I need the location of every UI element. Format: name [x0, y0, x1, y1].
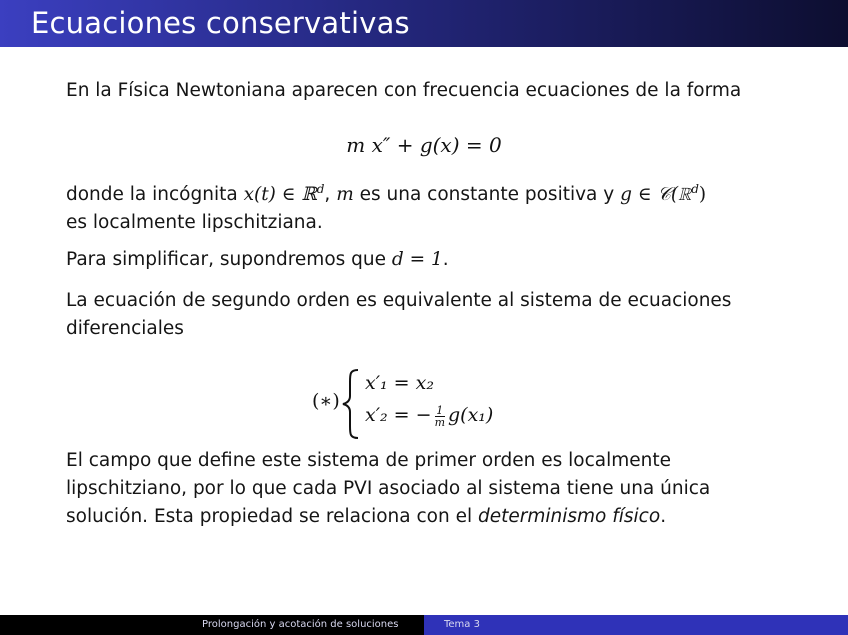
paragraph-definitions-text-a: donde la incógnita — [66, 184, 244, 206]
math-x-of-t: x(t) ∈ ℝ — [243, 184, 317, 206]
paragraph-simplify — [66, 246, 786, 274]
slide-title: Ecuaciones conservativas — [31, 6, 410, 40]
slide-title-bar — [0, 0, 848, 47]
fraction-denominator: m — [434, 415, 446, 429]
math-close-paren: ) — [698, 184, 707, 206]
emphasis-determinismo: determinismo físico — [478, 506, 661, 527]
paragraph-determinism-text-a: El campo que define este sistema de primer orden es localmente lipschitziano, por lo que cada PVI asociado al sistema tiene una única solución. Esta propiedad se relaciona con el — [66, 450, 711, 527]
footer-left-panel — [0, 615, 424, 635]
equation-system — [312, 368, 552, 440]
system-line-2-lhs: x′₂ = − — [365, 404, 432, 426]
system-label: (∗) — [312, 390, 340, 412]
paragraph-determinism — [66, 447, 766, 531]
math-superscript-d: d — [316, 182, 325, 196]
math-superscript-d-2: d — [691, 182, 699, 196]
paragraph-intro: En la Física Newtoniana aparecen con frecuencia ecuaciones de la forma — [66, 80, 742, 101]
paragraph-simplify-text-a: Para simplificar, supondremos que — [66, 249, 392, 270]
system-line-1: x′₁ = x₂ — [365, 372, 434, 394]
paragraph-simplify-text-b: . — [442, 249, 449, 270]
paragraph-definitions-line2: es localmente lipschitziana. — [66, 212, 323, 234]
footer-right-panel — [424, 615, 848, 635]
system-line-2-rhs: g(x₁) — [448, 404, 494, 426]
system-fraction — [435, 405, 445, 428]
paragraph-definitions — [66, 175, 786, 237]
paragraph-determinism-text-b: . — [660, 506, 667, 527]
slide-footer — [0, 615, 848, 635]
left-brace-icon — [340, 368, 362, 440]
math-d-equals-1: d = 1 — [391, 249, 443, 270]
math-m: m — [336, 184, 354, 206]
equation-newton — [0, 133, 848, 157]
footer-section-title: Prolongación y acotación de soluciones — [202, 619, 399, 630]
paragraph-definitions-comma: , — [324, 184, 337, 206]
math-g-in-c: g ∈ 𝒞(ℝ — [620, 184, 692, 206]
equation-newton-text: m x″ + g(x) = 0 — [346, 133, 502, 157]
paragraph-equivalence: La ecuación de segundo orden es equivalente al sistema de ecuaciones diferenciales — [66, 290, 732, 339]
footer-topic: Tema 3 — [444, 619, 480, 630]
fraction-numerator: 1 — [436, 403, 444, 417]
paragraph-definitions-text-c: es una constante positiva y — [353, 184, 621, 206]
system-line-2 — [365, 404, 493, 428]
